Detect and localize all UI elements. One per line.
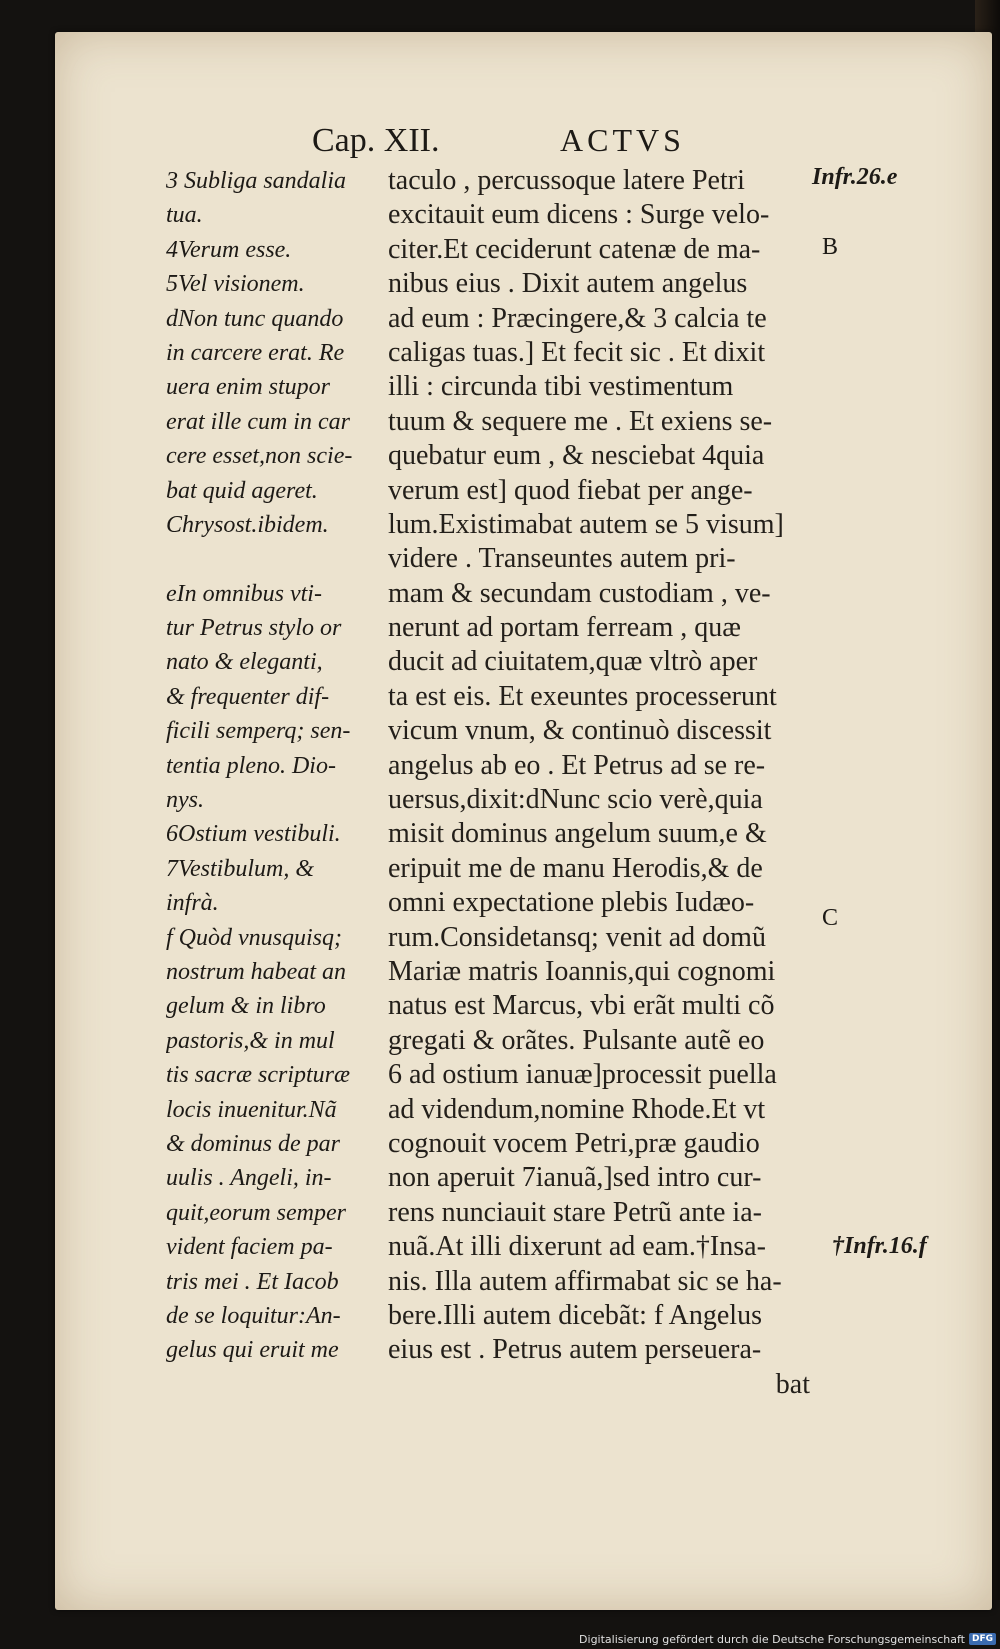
- margin-note-line: eIn omnibus vti-: [166, 580, 322, 607]
- margin-note-line: in carcere erat. Re: [166, 339, 345, 366]
- text-line: non aperuit 7ianuã,]sed intro cur-: [388, 1162, 762, 1194]
- text-line: ta est eis. Et exeuntes processerunt: [388, 680, 777, 712]
- margin-note-line: uulis . Angeli, in-: [166, 1165, 332, 1192]
- page-title: ACTVS: [560, 122, 685, 158]
- dfg-logo-icon: DFG: [969, 1633, 996, 1645]
- margin-note-line: gelum & in libro: [166, 993, 326, 1020]
- text-line: videre . Transeuntes autem pri-: [388, 543, 736, 575]
- margin-note-line: infrà.: [166, 890, 219, 917]
- text-line: taculo , percussoque latere Petri: [388, 165, 745, 196]
- text-line: eius est . Petrus autem perseuera-: [388, 1334, 762, 1366]
- margin-note-line: f Quòd vnusquisq;: [166, 924, 342, 951]
- margin-note-line: erat ille cum in car: [166, 408, 350, 435]
- text-line: ducit ad ciuitatem,quæ vltrò aper: [388, 646, 758, 678]
- text-line: ad eum : Præcingere,& 3 calcia te: [388, 302, 767, 334]
- margin-note-line: Chrysost.ibidem.: [166, 511, 329, 538]
- margin-notes-column: [166, 164, 388, 1368]
- chapter-label: Cap. XII.: [312, 122, 440, 159]
- text-line: natus est Marcus, vbi erãt multi cõ: [388, 990, 775, 1022]
- margin-note-line: ficili semperq; sen-: [166, 718, 351, 745]
- text-line: citer.Et ceciderunt catenæ de ma-: [388, 233, 761, 265]
- text-line: misit dominus angelum suum,e &: [388, 818, 767, 850]
- margin-note-line: vident faciem pa-: [166, 1234, 333, 1261]
- text-line: caligas tuas.] Et fecit sic . Et dixit: [388, 336, 766, 368]
- text-line: mam & secundam custodiam , ve-: [388, 577, 771, 609]
- text-line: cognouit vocem Petri,præ gaudio: [388, 1127, 760, 1159]
- text-line: rum.Considetansq; venit ad domũ: [388, 921, 766, 953]
- margin-note-line: tris mei . Et Iacob: [166, 1268, 339, 1295]
- margin-note-line: 7Vestibulum, &: [166, 855, 314, 882]
- text-line: gregati & orãtes. Pulsante autẽ eo: [388, 1024, 765, 1056]
- margin-note-line: pastoris,& in mul: [166, 1027, 335, 1054]
- side-note-infr-f: †Infr.16.f: [832, 1233, 927, 1259]
- text-line: lum.Existimabat autem se 5 visum]: [388, 508, 784, 540]
- text-line: eripuit me de manu Herodis,& de: [388, 852, 763, 884]
- text-line: quebatur eum , & nesciebat 4quia: [388, 440, 765, 472]
- margin-note-line: 4Verum esse.: [166, 236, 292, 263]
- margin-note-line: tur Petrus stylo or: [166, 615, 342, 642]
- margin-note-line: 3 Subliga sandalia: [166, 168, 347, 194]
- section-letter-b: B: [822, 234, 839, 260]
- text-line: omni expectatione plebis Iudæo-: [388, 887, 755, 919]
- text-line: nerunt ad portam ferream , quæ: [388, 612, 741, 644]
- margin-note-line: tua.: [166, 202, 203, 229]
- text-line: nuã.At illi dixerunt ad eam.†Insa-: [388, 1231, 766, 1263]
- margin-note-line: uera enim stupor: [166, 374, 330, 401]
- text-line: nibus eius . Dixit autem angelus: [388, 268, 748, 300]
- margin-note-line: gelus qui eruit me: [166, 1337, 339, 1364]
- text-line: vicum vnum, & continuò discessit: [388, 715, 772, 747]
- margin-note-line: 5Vel visionem.: [166, 271, 305, 298]
- digitization-credit: [579, 1632, 996, 1646]
- text-line: 6 ad ostium ianuæ]processit puella: [388, 1059, 777, 1091]
- text-line: tuum & sequere me . Et exiens se-: [388, 405, 773, 437]
- margin-note-line: cere esset,non scie-: [166, 443, 353, 470]
- margin-note-line: dNon tunc quando: [166, 305, 344, 332]
- text-line: nis. Illa autem affirmabat sic se ha-: [388, 1265, 782, 1297]
- text-line: ad videndum,nomine Rhode.Et vt: [388, 1093, 766, 1125]
- margin-note-line: tis sacræ scripturæ: [166, 1062, 351, 1089]
- section-letter-c: C: [822, 905, 839, 931]
- margin-note-line: & frequenter dif-: [166, 683, 330, 710]
- running-header: [0, 122, 1000, 162]
- text-line: Mariæ matris Ioannis,qui cognomi: [388, 955, 776, 987]
- side-note-infr-e: Infr.26.e: [812, 164, 898, 190]
- text-line: uersus,dixit:dNunc scio verè,quia: [388, 784, 763, 816]
- margin-note-line: nys.: [166, 787, 204, 814]
- text-line: illi : circunda tibi vestimentum: [388, 371, 734, 403]
- margin-note-line: quit,eorum semper: [166, 1199, 346, 1226]
- margin-note-line: locis inuenitur.Nã: [166, 1096, 337, 1123]
- text-line: verum est] quod fiebat per ange-: [388, 474, 753, 506]
- margin-note-line: nato & eleganti,: [166, 649, 323, 676]
- margin-note-line: tentia pleno. Dio-: [166, 752, 336, 779]
- margin-note-line: bat quid ageret.: [166, 477, 318, 504]
- credit-text: Digitalisierung gefördert durch die Deutsche Forschungsgemeinschaft: [579, 1632, 965, 1646]
- text-line: bere.Illi autem dicebãt: f Angelus: [388, 1299, 762, 1331]
- text-line: angelus ab eo . Et Petrus ad se re-: [388, 749, 766, 781]
- margin-note-line: [166, 542, 388, 576]
- main-text-column: [388, 164, 828, 1402]
- text-line: excitauit eum dicens : Surge velo-: [388, 199, 770, 231]
- margin-note-line: 6Ostium vestibuli.: [166, 821, 341, 848]
- margin-note-line: de se loquitur:An-: [166, 1302, 341, 1329]
- text-line: rens nunciauit stare Petrũ ante ia-: [388, 1196, 762, 1228]
- margin-note-line: & dominus de par: [166, 1130, 340, 1157]
- catchword: bat: [775, 1368, 810, 1400]
- margin-note-line: nostrum habeat an: [166, 958, 346, 985]
